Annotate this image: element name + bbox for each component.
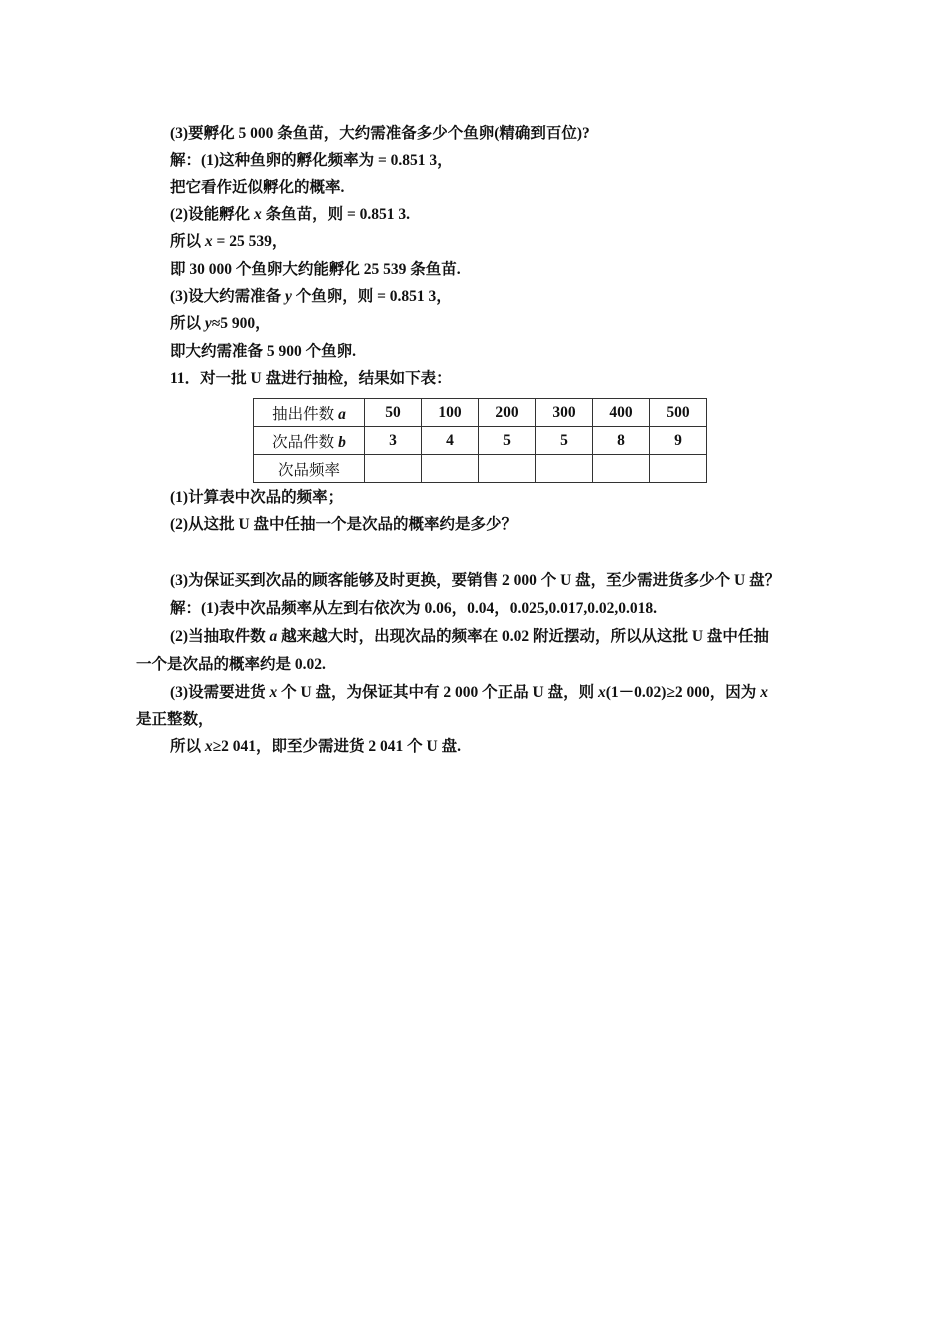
table-cell — [422, 455, 479, 483]
problem-11-question-1 — [170, 488, 343, 508]
text-span: 即大约需准备 5 900 个鱼卵. — [170, 343, 357, 360]
solution-3-line — [170, 287, 452, 307]
text-span: (1)计算表中次品的频率； — [170, 489, 344, 506]
text-span: ≈5 900， — [211, 315, 271, 332]
math-variable: b — [338, 433, 346, 451]
table-cell: 4 — [422, 427, 479, 455]
math-variable: x — [204, 233, 213, 250]
math-variable: x — [597, 684, 606, 701]
solution-3-result — [170, 314, 271, 334]
text-span: (1－0.02)≥2 000，因为 — [605, 684, 761, 701]
text-span: 是正整数， — [136, 711, 214, 728]
table-cell: 50 — [365, 399, 422, 427]
problem-11-answer-2 — [170, 627, 769, 647]
math-variable: x — [253, 206, 262, 223]
text-span: 一个是次品的概率约是 0.02. — [136, 656, 326, 673]
text-span: (2)从这批 U 盘中任抽一个是次品的概率约是多少？ — [170, 516, 518, 533]
problem-11-question-3 — [170, 571, 780, 591]
table-row — [254, 455, 707, 483]
problem-11-answer-3 — [170, 683, 768, 703]
table-cell: 9 — [650, 427, 707, 455]
text-span: 越来越大时，出现次品的频率在 0.02 附近摆动，所以从这批 U 盘中任抽 — [277, 628, 769, 645]
table-cell: 200 — [479, 399, 536, 427]
text-span: 把它看作近似孵化的概率. — [170, 179, 345, 196]
problem-11-answer-2-cont — [136, 655, 326, 675]
table-row-label — [254, 427, 365, 455]
text-span: (3)要孵化 5 000 条鱼苗，大约需准备多少个鱼卵(精确到百位)? — [170, 125, 590, 142]
text-span: 解：(1)这种鱼卵的孵化频率为 = 0.851 3， — [170, 152, 453, 169]
solution-3-conclusion — [170, 342, 356, 362]
table-cell: 300 — [536, 399, 593, 427]
text-span: = 25 539， — [212, 233, 288, 250]
solution-1-note — [170, 178, 344, 198]
table-cell — [536, 455, 593, 483]
table-cell: 400 — [593, 399, 650, 427]
text-span: 次品件数 — [272, 433, 339, 451]
text-span: 个 U 盘，为保证其中有 2 000 个正品 U 盘，则 — [277, 684, 598, 701]
table-cell: 100 — [422, 399, 479, 427]
text-span: 即 30 000 个鱼卵大约能孵化 25 539 条鱼苗. — [170, 261, 461, 278]
problem-11-answer-3-conclusion — [170, 737, 461, 757]
math-variable: y — [284, 288, 292, 305]
text-span: 所以 — [170, 738, 205, 755]
table-cell: 500 — [650, 399, 707, 427]
table-cell — [365, 455, 422, 483]
math-variable: a — [338, 405, 346, 423]
table-cell: 8 — [593, 427, 650, 455]
inspection-table — [253, 398, 707, 483]
table-cell — [593, 455, 650, 483]
solution-2-line — [170, 205, 410, 225]
math-variable: a — [269, 628, 278, 645]
problem-11-question-2 — [170, 515, 517, 535]
table-row — [254, 427, 707, 455]
math-variable: x — [760, 684, 768, 701]
problem-11-title — [170, 369, 452, 389]
table-row-label: 次品频率 — [254, 455, 365, 483]
solution-1-line — [170, 151, 453, 171]
text-span: 所以 — [170, 315, 205, 332]
text-span: ≥2 041，即至少需进货 2 041 个 U 盘. — [212, 738, 461, 755]
question-3-text — [170, 124, 590, 144]
table-cell — [650, 455, 707, 483]
text-span: 所以 — [170, 233, 205, 250]
text-span: (2)设能孵化 — [170, 206, 254, 223]
text-span: (3)为保证买到次品的顾客能够及时更换，要销售 2 000 个 U 盘，至少需进货多少个 U 盘？ — [170, 572, 781, 589]
text-span: (2)当抽取件数 — [170, 628, 270, 645]
solution-2-result — [170, 232, 287, 252]
text-span: 抽出件数 — [272, 405, 339, 423]
table-row-label — [254, 399, 365, 427]
table-cell: 3 — [365, 427, 422, 455]
solution-2-conclusion — [170, 260, 461, 280]
problem-11-answer-3-cont — [136, 710, 214, 730]
text-span: 条鱼苗，则 = 0.851 3. — [261, 206, 411, 223]
table-cell: 5 — [479, 427, 536, 455]
table-cell — [479, 455, 536, 483]
table-cell: 5 — [536, 427, 593, 455]
math-variable: x — [204, 738, 213, 755]
problem-11-answer-1 — [170, 599, 657, 619]
text-span: (3)设大约需准备 — [170, 288, 285, 305]
text-span: 个鱼卵，则 = 0.851 3， — [291, 288, 452, 305]
text-span: (3)设需要进货 — [170, 684, 270, 701]
text-span: 11．对一批 U 盘进行抽检，结果如下表： — [170, 370, 452, 387]
math-variable: x — [269, 684, 278, 701]
text-span: 解：(1)表中次品频率从左到右依次为 0.06，0.04，0.025,0.017,0.02,0.018. — [170, 600, 657, 617]
math-variable: y — [204, 315, 212, 332]
table-row — [254, 399, 707, 427]
